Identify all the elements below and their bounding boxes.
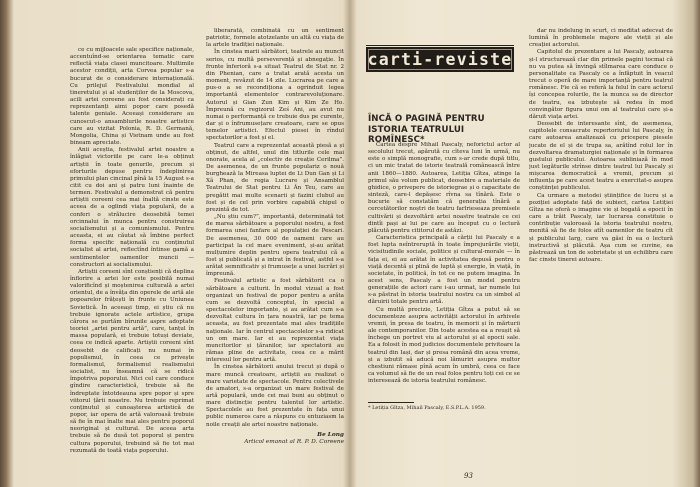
left-column-2 [206, 28, 344, 448]
paragraph: Cu multă precizie, Letiția Gîtza a putut să se documenteze asupra activității actorului în arhivele vremii, în presa de teatru, în memorii și în mărturii ale contemporanilor. Din toate acestea ea a reușit să închege un portret viu al actorului și al epocii sale. Ea a folosit în mod judicios documentele privitoare la teatrul din Iași, dar și presa română din acea vreme, și a izbutit să aducă noi lămuriri asupra multor chestiuni rămase pînă acum în umbră, ceea ce face ca volumul să fie de un real folos pentru toți cei ce se interesează de istoria teatrului românesc. [368, 306, 520, 385]
right-column-1 [368, 142, 520, 397]
right-page [358, 0, 678, 487]
paragraph: În cinstea marii sărbători, teatrele au muncit serios, cu multă perseverență și abnegație. În frunte înferioră s-a situat Teatrul de Stat nr. 2 din Phenian, care a tratat arată acesta un moment, revăzut de 14 zile. Lucrarea pe care a pus-o a se recondiționa a ogrinduit legea importantă elementelor contrarevoluționare. Autorul și Gian Zun Kim și Kim Ze Ho. Împreună cu regizorul Ześ Ani, au avut nu numai o performanță ce trebuie dus pe curente, dar și o înfrumusețare creatoare, care se opus temelor artistici. Efectul piesei în rîndul spectatorilor a fost și el. [206, 49, 344, 142]
paragraph: Caracteristica principală a cărții lui Pascaly e a fost lupta neîntreruptă în toate împrejurările vieții, vicisitudinile sociale, politice și cultural-morale — în fața ei, ei au arătat în activitatea depusă pentru o viață decentă și plină de luptă și energie, în viață, în societate, în politică, în tot ce ne putem imagina. În acest sens, Pascaly a fost un model pentru generațiile de actori care i-au urmat, iar numele lui s-a păstrat în istoria teatrului nostru ca un simbol al dăruirii totale pentru artă. [368, 235, 520, 306]
paragraph: liberarată, combinată cu un sentiment patriotic, formele atotzelante un altă cu viața de la artele tradiției naționale. [206, 28, 344, 49]
right-column-2 [529, 28, 673, 468]
article-title: ÎNCĂ O PAGINĂ PENTRU ISTORIA TEATRULUI ROMÎNESC* [368, 114, 485, 145]
section-banner: carti-reviste [366, 44, 514, 72]
paragraph: Cartea despre Mihail Pascaly, neforictul actor al secolului trecut, apărută cu cîteva luni în urmă, nu este o simplă monografie, cum s-ar crede după titlu, ci un mic tratat de istorie teatrală românească între anii 1860—1880. Autoarea, Letiția Gîtza, atinge la primul său volum publicat, deosebire a materiale de ghidice, o privepere de istoriegrae și o capacitate de sinteză, care-l depășesc rîvna sa tînără. Este o bucurie să constatăm că generația tînără a cercetătorilor noștri de teatru farlrieseaza premisele cultivării și dezvoltării artei noastre teatrale ce cei dintîi pași ai lui pe care au început cu o lectură plăcută pentru cititorul de astăzi. [368, 142, 520, 234]
footnote-divider [368, 402, 414, 403]
paragraph: Artiștii coreeni sînt conștienți că deplina înflorire a artei lor este posibilă numai valorificînd și moștenirea culturală a artei orientul, de a învăța din operele de artă ale popoarelor frățești în frunte cu Uniunea Sovietică. În aceeași timp, ei știu că nu trebuie ignorate actele artistice, grupa cărora se purtăm bîrunile aspre adoptate teoriei „artei pentru artă”, care, tanțul în massa populară, ei trebuie totuși deviate, ceea ce indică aparte. Artiștii coreeni sînt deosebit de calificați nu numai în populismul, în ceea ce privește formalismul, formalismul realismului socialist, nu înseamnă că se ridică împotriva poporului. Nici cel care conduce gîndire caracteristică, trebuie să fie îndreptate întotdeauna spre popor și spre viitorul țării noastre. Nu trebuie reprimat conținutul și cunoașterea artistică de popor, iar opera de artă valoroasă trebuie să fie în mai înalte mai ales pentru poporul neoriginal și cultural. De aceea arta trebuie să fie dusă tot poporul și pentru cultura poporului, trebuind să fie tot mai rezumată de toată viața poporului. [70, 268, 194, 454]
paragraph: dar nu îndelung în scurt, ci meditat adecvat de lumină în problemele majore ale vieții și ale creației actorului. [529, 28, 673, 49]
byline-source: Articol emanat al R. P. D. Coreene [244, 438, 344, 445]
paragraph: Teatrul care a reprezentat această piesă a și obținut, de altfel, unul din titlurile cele mai onorate, acela al „colectiv de creație Cerilma”. De asemenea, de un frunte populariz o nouă burghează la Mireasa luptei de Li Dun Gan și Li Xã Phan, de regia Lucrare și Ansamblul Teatrului de Stat pentru Li Ăn Teu, care au pregătit mai multe scenarii și fazini clubul au fost și de cel prin vorbire capabilă chipul o prezintă de tot. [206, 142, 344, 213]
left-page [16, 0, 352, 487]
footnote: * Letiția Gîtza, Mihail Pascaly, E.S.P.L.A. 1959. [368, 405, 486, 411]
paragraph: Festivalul artistic a fost sărbătorit ca o sărbătoare a culturii. În modul vizual a fost organizat un festival de popor pentru a arăta cum se dezvoltă conceptul, în special a spectacolelor importante, și au arătat cum s-a dezvoltat cultura în țara noastră, iar pe tema aceasta, au fost prezentate mai ales tradițiile naționale. Iar în centrul spectacolelor s-a ridicat un om mare. Iar ei au reprezentat viața muncitorilor și țăranilor, iar spectatorii au rămas pline de activitate, ceea ce a mărit interesul lor pentru artă. [206, 278, 344, 364]
paragraph: ce cu mijloacele sale specifice naționale, accentuînd-se orientarea tematic care reflectă viața clasei muncitoare. Multimile acestor condiții, arta Corvea popular s-a bucurat de o considerare internațională. Cu prilejul Festivalului mondial al tineretului și al studenților de la Moscova, acili artei coreene au fost considerați ca reprezentanți aimi popor care posedă talente geniale. Aceeași considerare au cunoscut-o ansamblurile noastre artistice care au vizitat Polonia, R. D. Germană, Mongolia, China și Vietnam unde au fost bineam apreciate. [70, 47, 194, 147]
paragraph: „Nu știu cum?”, importantă, determinată tot de marea sărbătoare a poporului nostru, a fost formarea unei fanfare al populației de Pescari. De asemenea, 30 000 de oameni care au participat la cel mare eveniment, și-au arătat mulțumire deplin pentru opera teatrului că a fost și publicată și a intrat în festival, astfel s-a arătat semnificativ și frumusețe a unei lucrări și împreună. [206, 214, 344, 278]
paragraph: Anii aceștia, festivalul artei noastre a înlăgiat victoriile pe care le-a obținut artiștii în toate genurile, precum și eforturile depuse pentru îndeplinirea primului plan cincinal pînă la 15 August s-a citit cu doi ani și patru luni înainte de termen. Festivalul a demonstrat că pentru artiștii coreeni cea mai înaltă cinste este aceea de a oglindi viața populară, de a conferi o strălucire deosebită temei orcinnalui în munca pentru construirea socialismului și a comunismului. Pentru aceasta, ei au căutat să îmbine perfect forma specific națională cu conținutul socialist al artei, reflectînd întinse gamă a sentimentelor oamenilor muncii — constructori ai socialismului. [70, 147, 194, 268]
page-number: 93 [464, 472, 473, 480]
byline-author: Be Long [317, 431, 344, 438]
paragraph: Deosebit de interesante sînt, de asemenea, capitolele consacrate repertoriului lui Pascaly, în care autoarea analizează cu pricepere piesele jucate de el și de trupa sa, arătînd rolul lor în dezvoltarea dramaturgiei naționale și în formarea gustului publicului. Autoarea subliniază în mod just legăturile strînse dintre teatrul lui Pascaly și mișcarea democratică a vremii, precum și influența pe care acest teatru a exercitat-o asupra conștiinței publicului. [529, 121, 673, 192]
paragraph: Ca urmare a metodei științifice de lucru și a poziției adoptate față de subiect, cartea Letiției Gîtza ne oferă o imagine vie și bogată a epocii în care a trăit Pascaly, iar lucrarea constituie o contribuție valoroasă la istoria teatrului nostru, menită să fie de folos atît oamenilor de teatru cît și publicului larg, care va găsi în ea o lectură instructivă și plăcută. Așa cum se cuvine, ea păstrează un ton de sobrietate și un echilibru care fac cinste tinerei autoare. [529, 192, 673, 263]
paragraph: Capitolul de prezentare a lui Pascaly, autoarea și-l structurează clar din primele pagini tocmai că nu va putea să învingă stîlmarea care conduce o personalitate ca Pascaly ce a înfăptuit în veacul trecut o operă de mare importanță pentru teatrul românesc. Fie că se referă la felul în care actorul își concepea rolurile, fie la munca sa de director de teatru, ea izbutește să redea în mod convingător figura unui om al teatrului care și-a dăruit viața artei. [529, 49, 673, 120]
left-column-1 [70, 47, 194, 467]
paragraph: În cinstea sărbătorii anului trecut și după o mare muncă creatoare, artiștii au realizat o mare varietate de spectacole. Pentru colectivele de amatori, s-a organizat un mare festival de artă populară, unde cei mai buni au obținut o mare distincție pentru talentul lor artistic. Spectacolele au fost prezentate în fața unui public numeros care a răspuns cu entuziasm la noile creații ale artei noastre naționale. [206, 364, 344, 428]
byline [206, 432, 344, 446]
